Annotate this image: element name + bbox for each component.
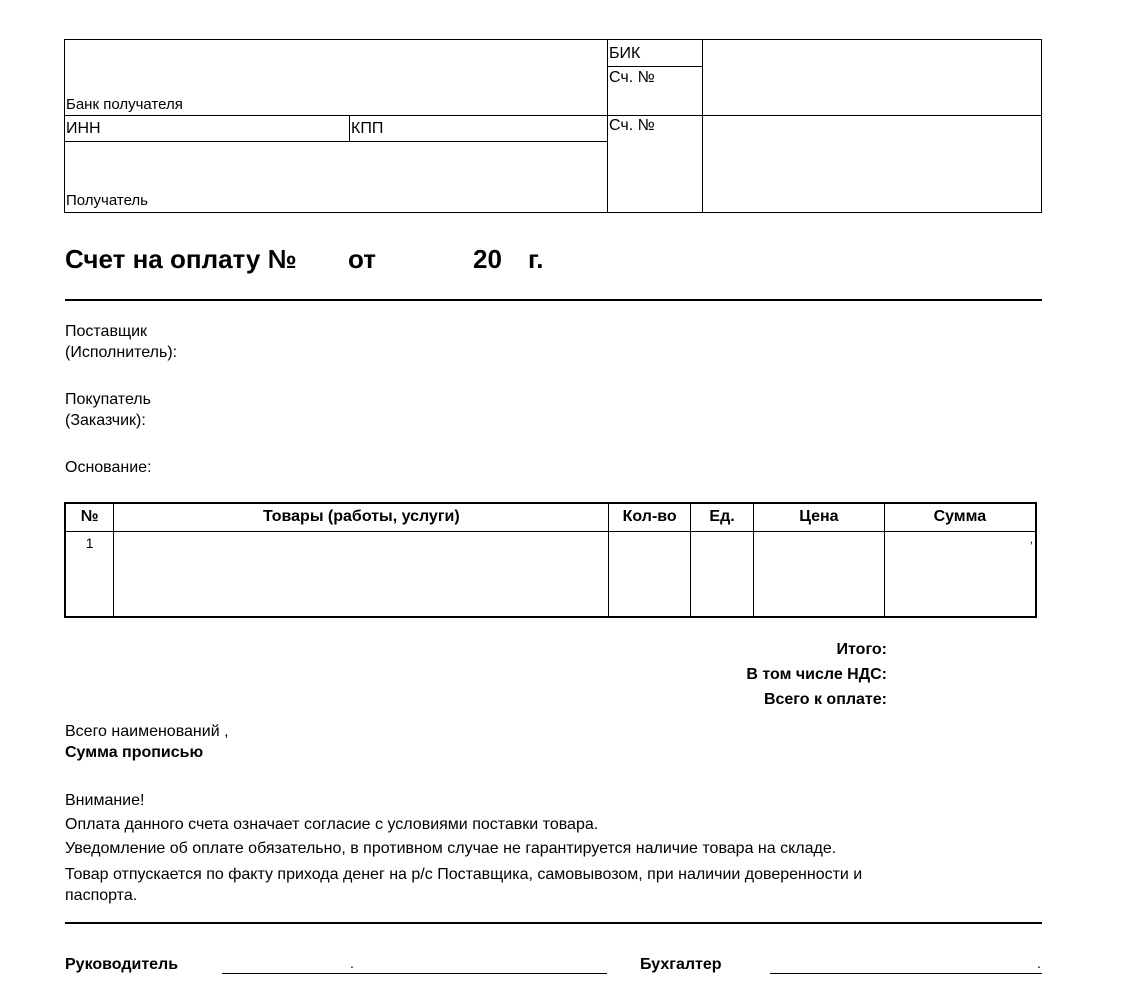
row-price: [753, 531, 884, 617]
col-header-price: Цена: [753, 503, 884, 531]
table-row: [65, 531, 1036, 617]
footer-divider: [65, 922, 1042, 924]
recipient-label: Получатель: [66, 192, 148, 209]
title-prefix: Счет на оплату №: [65, 244, 297, 274]
col-header-unit: Ед.: [691, 503, 754, 531]
bik-label: БИК: [609, 45, 641, 62]
accountant-dot: .: [1037, 955, 1041, 971]
goods-table-header: [65, 503, 1036, 531]
recipient-account-value-cell: [702, 115, 1042, 213]
notice-line-1: Оплата данного счета означает согласие с условиями поставки товара.: [65, 816, 599, 833]
row-qty: [609, 531, 691, 617]
col-header-qty: Кол-во: [609, 503, 691, 531]
notice-line-3: Товар отпускается по факту прихода денег на р/с Поставщика, самовывозом, при наличии доверенности и: [65, 866, 863, 883]
director-dot: .: [350, 955, 354, 971]
kpp-label: КПП: [351, 120, 384, 137]
goods-table: [64, 502, 1037, 618]
title-divider: [65, 299, 1042, 301]
row-sum: ,: [884, 531, 1036, 617]
bank-label: Банк получателя: [66, 96, 183, 113]
col-header-num: №: [65, 503, 114, 531]
row-unit: [691, 531, 754, 617]
inn-cell: [64, 115, 350, 142]
title-suffix: г.: [528, 244, 544, 274]
col-header-goods: Товары (работы, услуги): [114, 503, 609, 531]
supplier-label-line1: Поставщик: [65, 323, 148, 340]
row-goods: [114, 531, 609, 617]
supplier-label-line2: (Исполнитель):: [65, 344, 178, 361]
director-label: Руководитель: [65, 956, 179, 973]
total-label: Итого:: [836, 641, 887, 658]
items-count: Всего наименований ,: [65, 723, 229, 740]
kpp-cell: [349, 115, 608, 142]
title-from: от: [348, 244, 376, 274]
account-label-1: Сч. №: [609, 69, 655, 86]
inn-label: ИНН: [66, 120, 101, 137]
notice-heading: Внимание!: [65, 792, 145, 809]
account-label-2: Сч. №: [609, 117, 655, 134]
col-header-sum: Сумма: [884, 503, 1036, 531]
to-pay-label: Всего к оплате:: [763, 691, 887, 708]
notice-line-2: Уведомление об оплате обязательно, в противном случае не гарантируется наличие товара на складе.: [65, 840, 837, 857]
buyer-label-line2: (Заказчик):: [65, 412, 146, 429]
accountant-signature-line[interactable]: [770, 973, 1042, 974]
title-year: 20: [473, 244, 502, 274]
accountant-label: Бухгалтер: [640, 956, 722, 973]
basis-label: Основание:: [65, 459, 152, 476]
director-signature-line[interactable]: [222, 973, 607, 974]
notice-line-4: паспорта.: [65, 887, 138, 904]
vat-label: В том числе НДС:: [746, 666, 887, 683]
amount-in-words-label: Сумма прописью: [65, 744, 204, 761]
row-num: 1: [65, 531, 114, 617]
page-title: [65, 243, 544, 275]
bik-value-cell: [702, 39, 1042, 116]
buyer-label-line1: Покупатель: [65, 391, 151, 408]
